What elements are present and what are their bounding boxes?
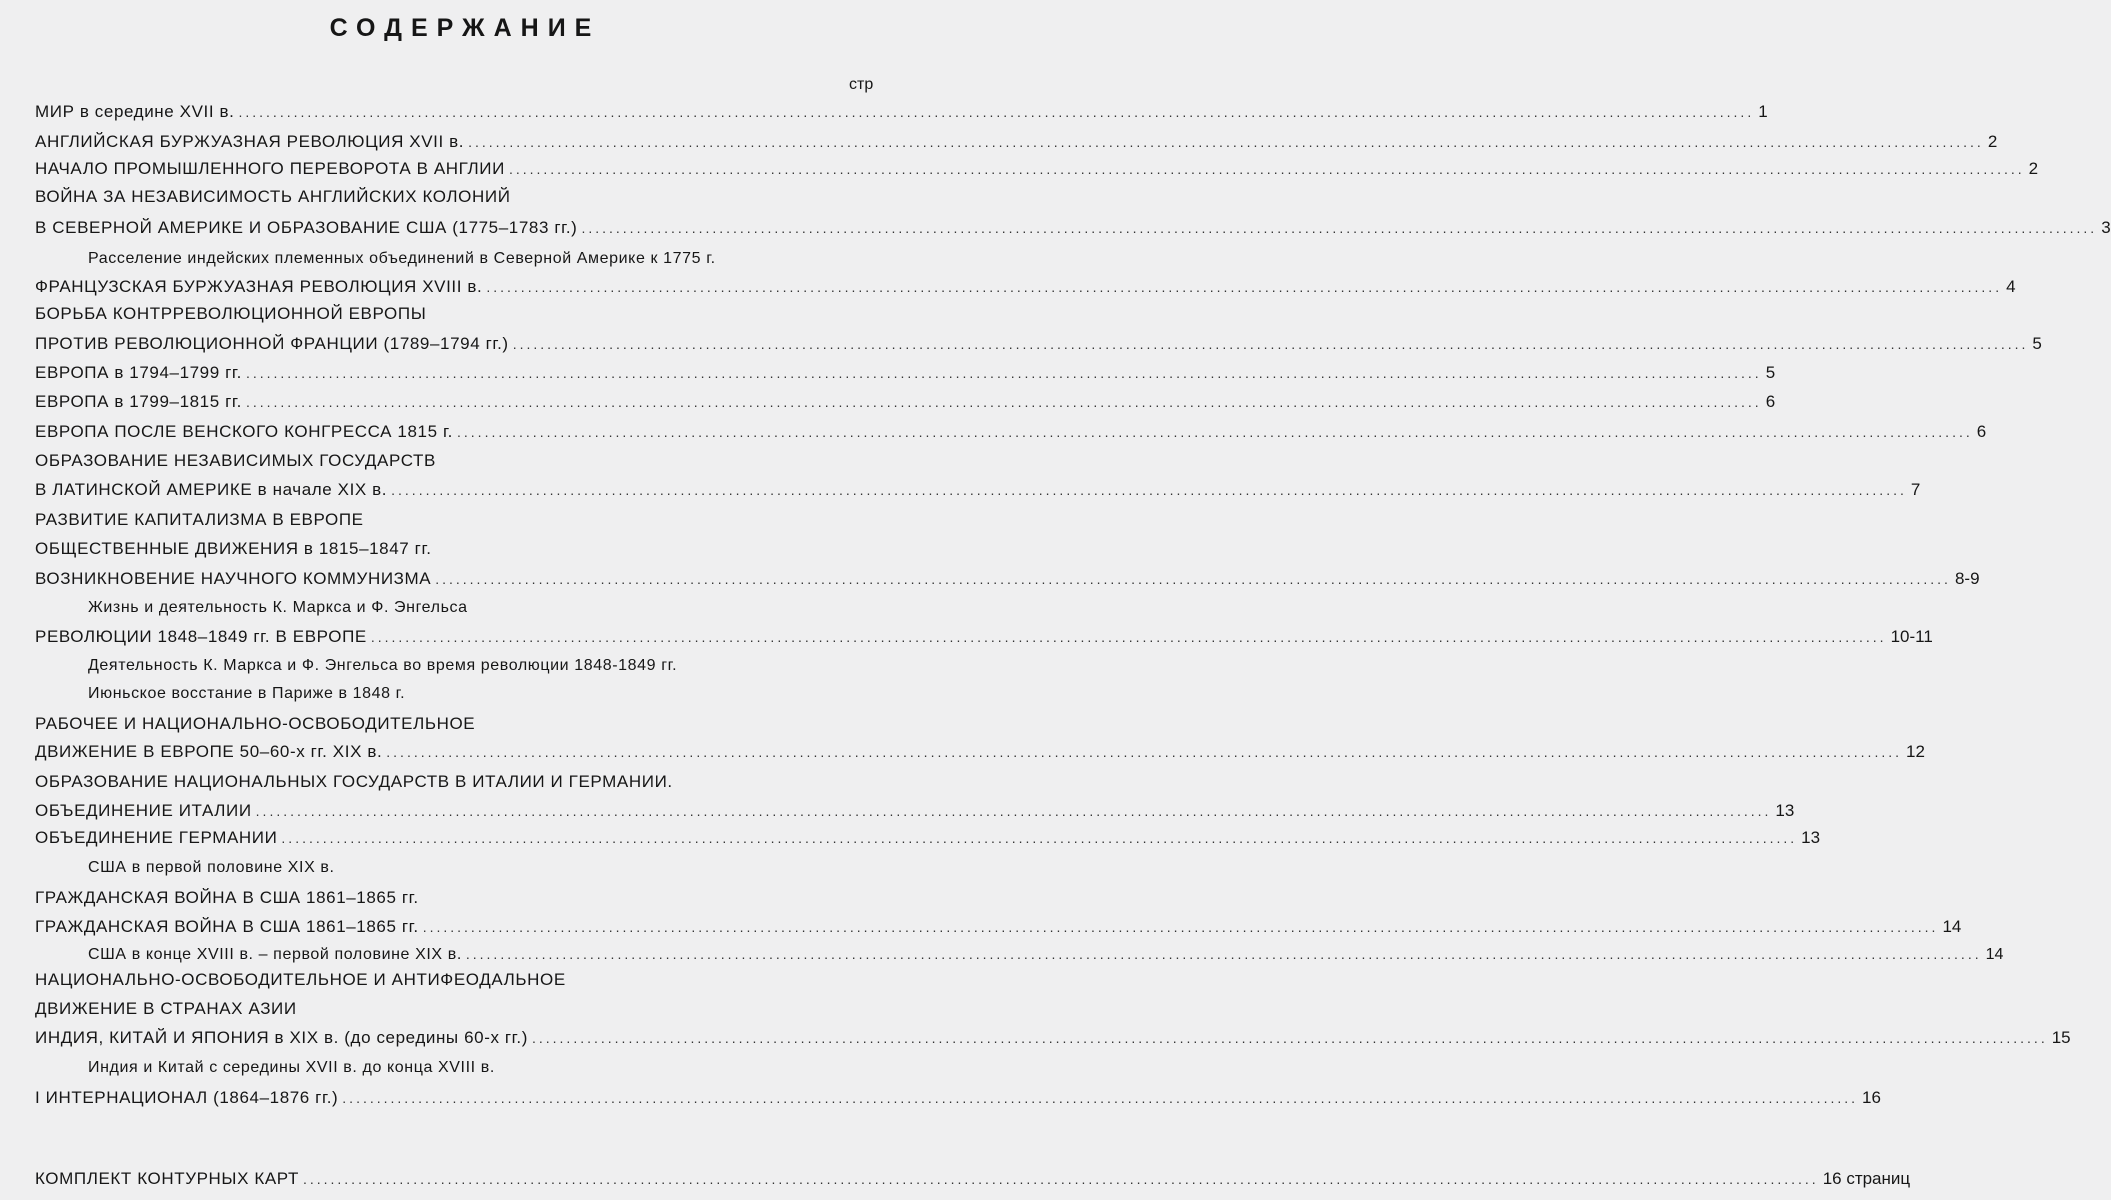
toc-page-number: 2 xyxy=(1987,132,1998,151)
toc-entry xyxy=(35,1168,1911,1190)
toc-subentry xyxy=(88,857,877,879)
toc-page-number: 16 xyxy=(1862,1088,1881,1107)
dot-leader: ............................................................................................................................................................................................................................ xyxy=(391,482,1907,498)
toc-subentry xyxy=(88,943,2004,966)
toc-entry xyxy=(35,741,1925,763)
toc-entry xyxy=(35,538,877,560)
toc-page-number: 13 xyxy=(1775,801,1795,820)
toc-entry-title: США в первой половине XIX в. xyxy=(88,859,335,876)
dot-leader: ............................................................................................................................................................................................................................ xyxy=(245,365,1762,381)
toc-entry-title: ДВИЖЕНИЕ В ЕВРОПЕ 50–60-х гг. XIX в. xyxy=(35,742,383,761)
toc-entry-title: Расселение индейских племенных объединений в Северной Америке к 1775 г. xyxy=(88,250,716,267)
toc-page-number: 3 xyxy=(2101,218,2111,237)
dot-leader: ............................................................................................................................................................................................................................ xyxy=(302,1171,1819,1187)
toc-entry-title: Жизнь и деятельность К. Маркса и Ф. Энгельса xyxy=(88,599,468,616)
toc-page-number: 13 xyxy=(1801,828,1821,847)
toc-entry-title: ОБЪЕДИНЕНИЕ ИТАЛИИ xyxy=(35,801,252,820)
toc-entry xyxy=(35,101,1768,123)
dot-leader: ............................................................................................................................................................................................................................ xyxy=(422,919,1939,935)
toc-entry-title: I ИНТЕРНАЦИОНАЛ (1864–1876 гг.) xyxy=(35,1088,339,1107)
toc-entry xyxy=(35,479,1921,501)
toc-page-number: 12 xyxy=(1906,742,1925,761)
toc-entry-title: НАЦИОНАЛЬНО-ОСВОБОДИТЕЛЬНОЕ И АНТИФЕОДАЛЬНОЕ xyxy=(35,970,566,989)
toc-entry xyxy=(35,887,877,909)
toc-entry xyxy=(35,713,877,735)
toc-entry xyxy=(35,568,1980,590)
dot-leader: ............................................................................................................................................................................................................................ xyxy=(245,394,1762,410)
toc-entry xyxy=(35,421,1987,443)
toc-entry xyxy=(35,450,877,472)
toc-entry-title: ОБРАЗОВАНИЕ НАЦИОНАЛЬНЫХ ГОСУДАРСТВ В ИТАЛИИ И ГЕРМАНИИ. xyxy=(35,772,673,791)
dot-leader: ............................................................................................................................................................................................................................ xyxy=(465,946,1982,962)
toc-entry-title: ЕВРОПА ПОСЛЕ ВЕНСКОГО КОНГРЕССА 1815 г. xyxy=(35,422,454,441)
toc-entry xyxy=(35,916,1962,938)
toc-entry-title: БОРЬБА КОНТРРЕВОЛЮЦИОННОЙ ЕВРОПЫ xyxy=(35,304,427,323)
dot-leader: ............................................................................................................................................................................................................................ xyxy=(508,161,2025,177)
toc-entry-title: ОБРАЗОВАНИЕ НЕЗАВИСИМЫХ ГОСУДАРСТВ xyxy=(35,451,436,470)
toc-entry xyxy=(35,276,2016,298)
toc-entry xyxy=(35,509,877,531)
toc-page-number: 7 xyxy=(1910,480,1921,499)
toc-entry-title: ГРАЖДАНСКАЯ ВОЙНА В США 1861–1865 гг. xyxy=(35,917,419,936)
toc-entry xyxy=(35,969,877,991)
dot-leader: ............................................................................................................................................................................................................................ xyxy=(238,104,1755,120)
toc-entry xyxy=(35,131,1998,153)
dot-leader: ............................................................................................................................................................................................................................ xyxy=(255,803,1772,819)
toc-entry-title: ОБЪЕДИНЕНИЕ ГЕРМАНИИ xyxy=(35,828,278,847)
toc-subentry xyxy=(88,655,877,677)
toc-page-number: 2 xyxy=(2028,159,2039,178)
toc-entry-title: ВОЗНИКНОВЕНИЕ НАУЧНОГО КОММУНИЗМА xyxy=(35,569,432,588)
toc-entry-title: ЕВРОПА в 1799–1815 гг. xyxy=(35,392,242,411)
toc-entry-title: РАЗВИТИЕ КАПИТАЛИЗМА В ЕВРОПЕ xyxy=(35,510,364,529)
toc-page-number: 6 xyxy=(1976,422,1987,441)
toc-entry-title: Деятельность К. Маркса и Ф. Энгельса во время революции 1848-1849 гг. xyxy=(88,657,678,674)
toc-page-number: 5 xyxy=(1765,363,1776,382)
toc-entry xyxy=(35,800,1795,822)
toc-entry-title: ОБЩЕСТВЕННЫЕ ДВИЖЕНИЯ в 1815–1847 гг. xyxy=(35,539,432,558)
toc-subentry xyxy=(88,248,877,270)
toc-entry-title: ДВИЖЕНИЕ В СТРАНАХ АЗИИ xyxy=(35,999,297,1018)
toc-page-number: 5 xyxy=(2032,334,2042,353)
toc-entry xyxy=(35,303,877,325)
toc-entry-title: ПРОТИВ РЕВОЛЮЦИОННОЙ ФРАНЦИИ (1789–1794 гг.) xyxy=(35,334,509,353)
toc-entry-title: США в конце XVIII в. – первой половине XIX в. xyxy=(88,946,462,963)
dot-leader: ............................................................................................................................................................................................................................ xyxy=(342,1090,1859,1106)
toc-entry-title: РЕВОЛЮЦИИ 1848–1849 гг. В ЕВРОПЕ xyxy=(35,627,367,646)
toc-subentry xyxy=(88,683,877,705)
dot-leader: ............................................................................................................................................................................................................................ xyxy=(281,830,1798,846)
toc-entry-title: ЕВРОПА в 1794–1799 гг. xyxy=(35,363,242,382)
toc-entry xyxy=(35,626,1933,648)
toc-entry xyxy=(35,771,877,793)
toc-entry-title: ФРАНЦУЗСКАЯ БУРЖУАЗНАЯ РЕВОЛЮЦИЯ XVIII в. xyxy=(35,277,483,296)
dot-leader: ............................................................................................................................................................................................................................ xyxy=(512,336,2029,352)
page-column-label: стр xyxy=(849,76,874,93)
toc-page-number: 16 страниц xyxy=(1822,1169,1911,1188)
toc-entry xyxy=(35,333,2042,355)
toc-page-number: 14 xyxy=(1985,946,2004,963)
dot-leader: ............................................................................................................................................................................................................................ xyxy=(386,744,1903,760)
toc-page-number: 4 xyxy=(2006,277,2016,296)
toc-entry-title: Индия и Китай с середины XVII в. до конца XVIII в. xyxy=(88,1059,495,1076)
toc-entry-title: НАЧАЛО ПРОМЫШЛЕННОГО ПЕРЕВОРОТА В АНГЛИИ xyxy=(35,159,505,178)
toc-entry-title: Июньское восстание в Париже в 1848 г. xyxy=(88,685,406,702)
toc-entry-title: В ЛАТИНСКОЙ АМЕРИКЕ в начале XIX в. xyxy=(35,480,388,499)
toc-subentry xyxy=(88,1057,877,1079)
toc-entry xyxy=(35,217,2111,239)
toc-entry-title: В СЕВЕРНОЙ АМЕРИКЕ И ОБРАЗОВАНИЕ США (1775–1783 гг.) xyxy=(35,218,578,237)
toc-entry xyxy=(35,186,877,208)
toc-entry-title: РАБОЧЕЕ И НАЦИОНАЛЬНО-ОСВОБОДИТЕЛЬНОЕ xyxy=(35,714,476,733)
dot-leader: ............................................................................................................................................................................................................................ xyxy=(370,629,1887,645)
dot-leader: ............................................................................................................................................................................................................................ xyxy=(468,134,1984,150)
dot-leader: ............................................................................................................................................................................................................................ xyxy=(486,279,2003,295)
toc-entry-title: ГРАЖДАНСКАЯ ВОЙНА В США 1861–1865 гг. xyxy=(35,888,419,907)
toc-entry-title: ИНДИЯ, КИТАЙ И ЯПОНИЯ в XIX в. (до середины 60-х гг.) xyxy=(35,1028,528,1047)
toc-entry xyxy=(35,1087,1881,1109)
toc-entry-title: МИР в середине XVII в. xyxy=(35,102,235,121)
toc-page-number: 1 xyxy=(1758,102,1768,121)
toc-page-number: 14 xyxy=(1942,917,1962,936)
toc-entry xyxy=(35,1027,2071,1049)
toc-entry xyxy=(35,158,2039,180)
toc-page-number: 15 xyxy=(2051,1028,2071,1047)
dot-leader: ............................................................................................................................................................................................................................ xyxy=(581,220,2098,236)
toc-subentry xyxy=(88,597,877,619)
toc-entry-title: КОМПЛЕКТ КОНТУРНЫХ КАРТ xyxy=(35,1169,299,1188)
toc-page-number: 6 xyxy=(1765,392,1776,411)
toc-entry-title: ВОЙНА ЗА НЕЗАВИСИМОСТЬ АНГЛИЙСКИХ КОЛОНИЙ xyxy=(35,187,511,206)
dot-leader: ............................................................................................................................................................................................................................ xyxy=(531,1030,2048,1046)
toc-page-number: 8-9 xyxy=(1954,569,1980,588)
toc-entry xyxy=(35,391,1776,413)
page-title: СОДЕРЖАНИЕ xyxy=(329,14,601,42)
toc-entry xyxy=(35,998,877,1020)
toc-entry xyxy=(35,362,1776,384)
dot-leader: ............................................................................................................................................................................................................................ xyxy=(435,571,1951,587)
dot-leader: ............................................................................................................................................................................................................................ xyxy=(457,424,1973,440)
toc-page-number: 10-11 xyxy=(1890,627,1933,646)
toc-entry xyxy=(35,827,1821,849)
toc-entry-title: АНГЛИЙСКАЯ БУРЖУАЗНАЯ РЕВОЛЮЦИЯ XVII в. xyxy=(35,132,465,151)
